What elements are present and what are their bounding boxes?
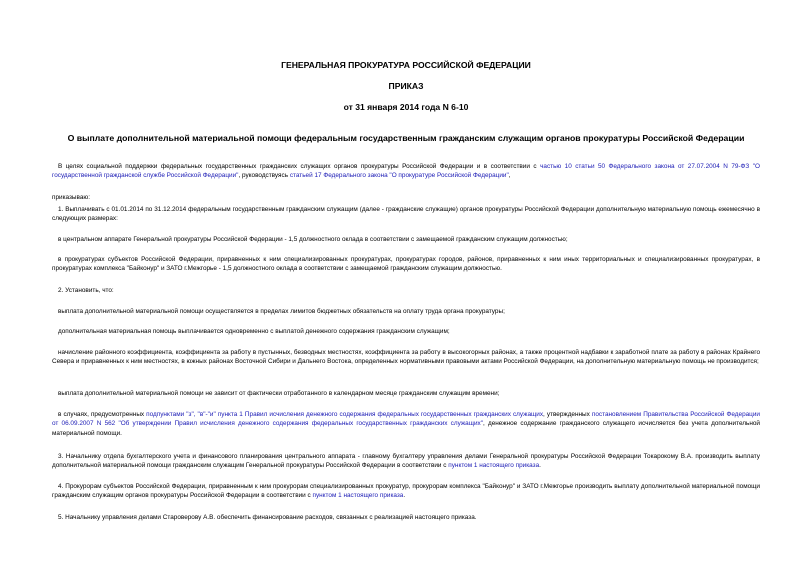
document-title: О выплате дополнительной материальной помощи федеральным государственным гражданским служащим органов прокуратуры Российской Федерации xyxy=(67,133,745,143)
government-decree-link[interactable]: постановлением Правительства Российской Федерации от 06.09.2007 N 562 "Об утверждении Правил исчисления денежного содержания федеральных государственных гражданских служащих" xyxy=(52,411,760,428)
paragraph-2e-text-1: в случаях, предусмотренных xyxy=(58,411,147,418)
paragraph-2e-text-3: , денежное содержание гражданского служащего исчисляется без учета дополнительной материальной помощи. xyxy=(52,420,760,437)
prosecution-law-link[interactable]: статьей 17 Федерального закона "О прокуратуре Российской Федерации" xyxy=(289,172,509,180)
law-79fz-link[interactable]: частью 10 статьи 50 Федерального закона от 27.07.2004 N 79-ФЗ "О государственной гражданской службе Российской Федерации" xyxy=(52,163,760,180)
paragraph-1a: в центральном аппарате Генеральной прокуратуры Российской Федерации - 1,5 должностного оклада в соответствии с замещаемой гражданским служащим должностью; xyxy=(58,236,568,243)
preamble-paragraph xyxy=(52,162,760,181)
paragraph-4 xyxy=(52,482,760,501)
paragraph-2d: выплата дополнительной материальной помощи не зависит от фактически отработанного в календарном месяце гражданским служащим времени; xyxy=(58,390,500,397)
paragraph-4-text-2: . xyxy=(403,492,406,500)
paragraph-4-item1-link[interactable]: пунктом 1 настоящего приказа xyxy=(312,492,404,500)
paragraph-1: 1. Выплачивать с 01.01.2014 по 31.12.2014 федеральным государственным гражданским служащим (далее - гражданские служащие) органов прокуратуры Российской Федерации дополнительную материальную помощь ежемесячно в следующих размерах: xyxy=(52,206,760,223)
paragraph-2b: дополнительная материальная помощь выплачивается одновременно с выплатой денежного содержания гражданским служащим; xyxy=(58,328,450,335)
paragraph-2c: начисление районного коэффициента, коэффициента за работу в пустынных, безводных местностях, коэффициента за работу в высокогорных районах, а также процентной надбавки к заработной плате за работу в районах Крайнего Севера и приравненных к ним местностях, в южных районах Восточной Сибири и Дальнего Востока, определенных нормативными правовыми актами Российской Федерации, на дополнительную материальную помощь не производится; xyxy=(52,349,760,366)
preamble-text-3: , xyxy=(508,172,511,180)
document-date-heading: от 31 января 2014 года N 6-10 xyxy=(343,102,469,112)
order-word: приказываю: xyxy=(52,194,90,201)
paragraph-3-item1-link[interactable]: пунктом 1 настоящего приказа xyxy=(448,462,540,470)
paragraph-2: 2. Установить, что: xyxy=(58,287,114,294)
paragraph-3-text-2: . xyxy=(539,462,541,470)
organization-heading: ГЕНЕРАЛЬНАЯ ПРОКУРАТУРА РОССИЙСКОЙ ФЕДЕРАЦИИ xyxy=(281,60,531,70)
paragraph-3-text-1: 3. Начальнику отдела бухгалтерского учета и финансового планирования центрального аппарата - главному бухгалтеру управления делами Генеральной прокуратуры Российской Федерации Токарокому В.А. производить выплату дополнительной материальной помощи гражданским служащим Генеральной прокуратуры Российской Федерации в соответствии с xyxy=(52,453,760,470)
preamble-text-2: , руководствуясь xyxy=(238,172,290,180)
preamble-text-1: В целях социальной поддержки федеральных государственных гражданских служащих органов прокуратуры Российской Федерации и в соответствии с xyxy=(58,163,541,170)
paragraph-5: 5. Начальнику управления делами Староверову А.В. обеспечить финансирование расходов, связанных с реализацией настоящего приказа. xyxy=(58,514,477,521)
paragraph-1b: в прокуратурах субъектов Российской Федерации, приравненных к ним специализированных прокуратурах, прокуратурах городов, районов, приравненных к ним иных территориальных и специализированных прокуратурах, в прокуратурах комплекса "Байконур" и ЗАТО г.Межгорье - 1,5 должностного оклада в соответствии с замещаемой гражданским служащим должностью. xyxy=(52,256,760,273)
paragraph-2e xyxy=(52,410,760,438)
paragraph-3 xyxy=(52,452,760,471)
paragraph-2a: выплата дополнительной материальной помощи осуществляется в пределах лимитов бюджетных обязательств на оплату труда органа прокуратуры; xyxy=(58,308,505,315)
document-type-heading: ПРИКАЗ xyxy=(388,81,424,91)
paragraph-4-text-1: 4. Прокурорам субъектов Российской Федерации, приравненным к ним прокурорам специализированных прокуратур, прокурорам комплекса "Байконур" и ЗАТО г.Межгорье производить выплату дополнительной материальной помощи гражданским служащим органов прокуратуры Российской Федерации в соответствии с xyxy=(52,483,760,500)
paragraph-2e-text-2: , утвержденных xyxy=(543,411,592,418)
salary-rules-link[interactable]: подпунктами "з", "в"-"и" пункта 1 Правил исчисления денежного содержания федеральных государственных гражданских служащих xyxy=(146,411,544,418)
